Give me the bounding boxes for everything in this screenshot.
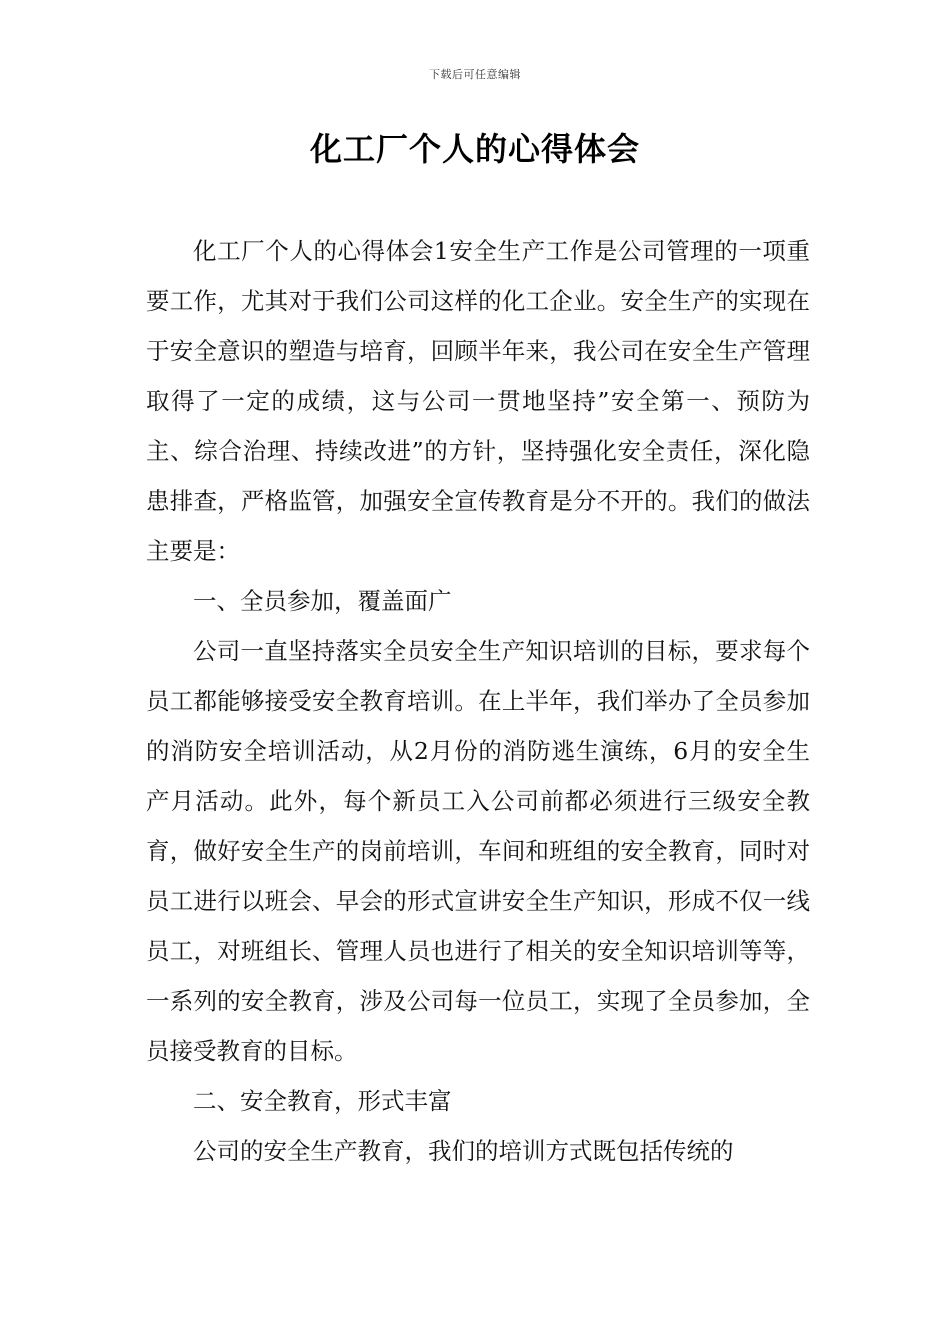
paragraph-section-2: 公司的安全生产教育，我们的培训方式既包括传统的 xyxy=(193,1137,734,1165)
section-heading-1: 一、全员参加，覆盖面广 xyxy=(193,587,452,615)
section-heading-2: 二、安全教育，形式丰富 xyxy=(193,1087,452,1115)
document-title: 化工厂个人的心得体会 xyxy=(309,130,640,168)
document-body xyxy=(146,226,810,1176)
header-note: 下载后可任意编辑 xyxy=(429,68,521,81)
paragraph-section-1: 公司一直坚持落实全员安全生产知识培训的目标，要求每个员工都能够接受安全教育培训。在上半年，我们举办了全员参加的消防安全培训活动，从2月份的消防逃生演练，6月的安全生产月活动。此外，每个新员工入公司前都必须进行三级安全教育，做好安全生产的岗前培训，车间和班组的安全教育，同时对员工进行以班会、早会的形式宣讲安全生产知识，形成不仅一线员工，对班组长、管理人员也进行了相关的安全知识培训等等，一系列的安全教育，涉及公司每一位员工，实现了全员参加，全员接受教育的目标。 xyxy=(146,637,810,1065)
paragraph-intro: 化工厂个人的心得体会1安全生产工作是公司管理的一项重要工作，尤其对于我们公司这样的化工企业。安全生产的实现在于安全意识的塑造与培育，回顾半年来，我公司在安全生产管理取得了一定的成绩，这与公司一贯地坚持”安全第一、预防为主、综合治理、持续改进”的方针，坚持强化安全责任，深化隐患排查，严格监管，加强安全宣传教育是分不开的。我们的做法主要是： xyxy=(146,237,810,565)
